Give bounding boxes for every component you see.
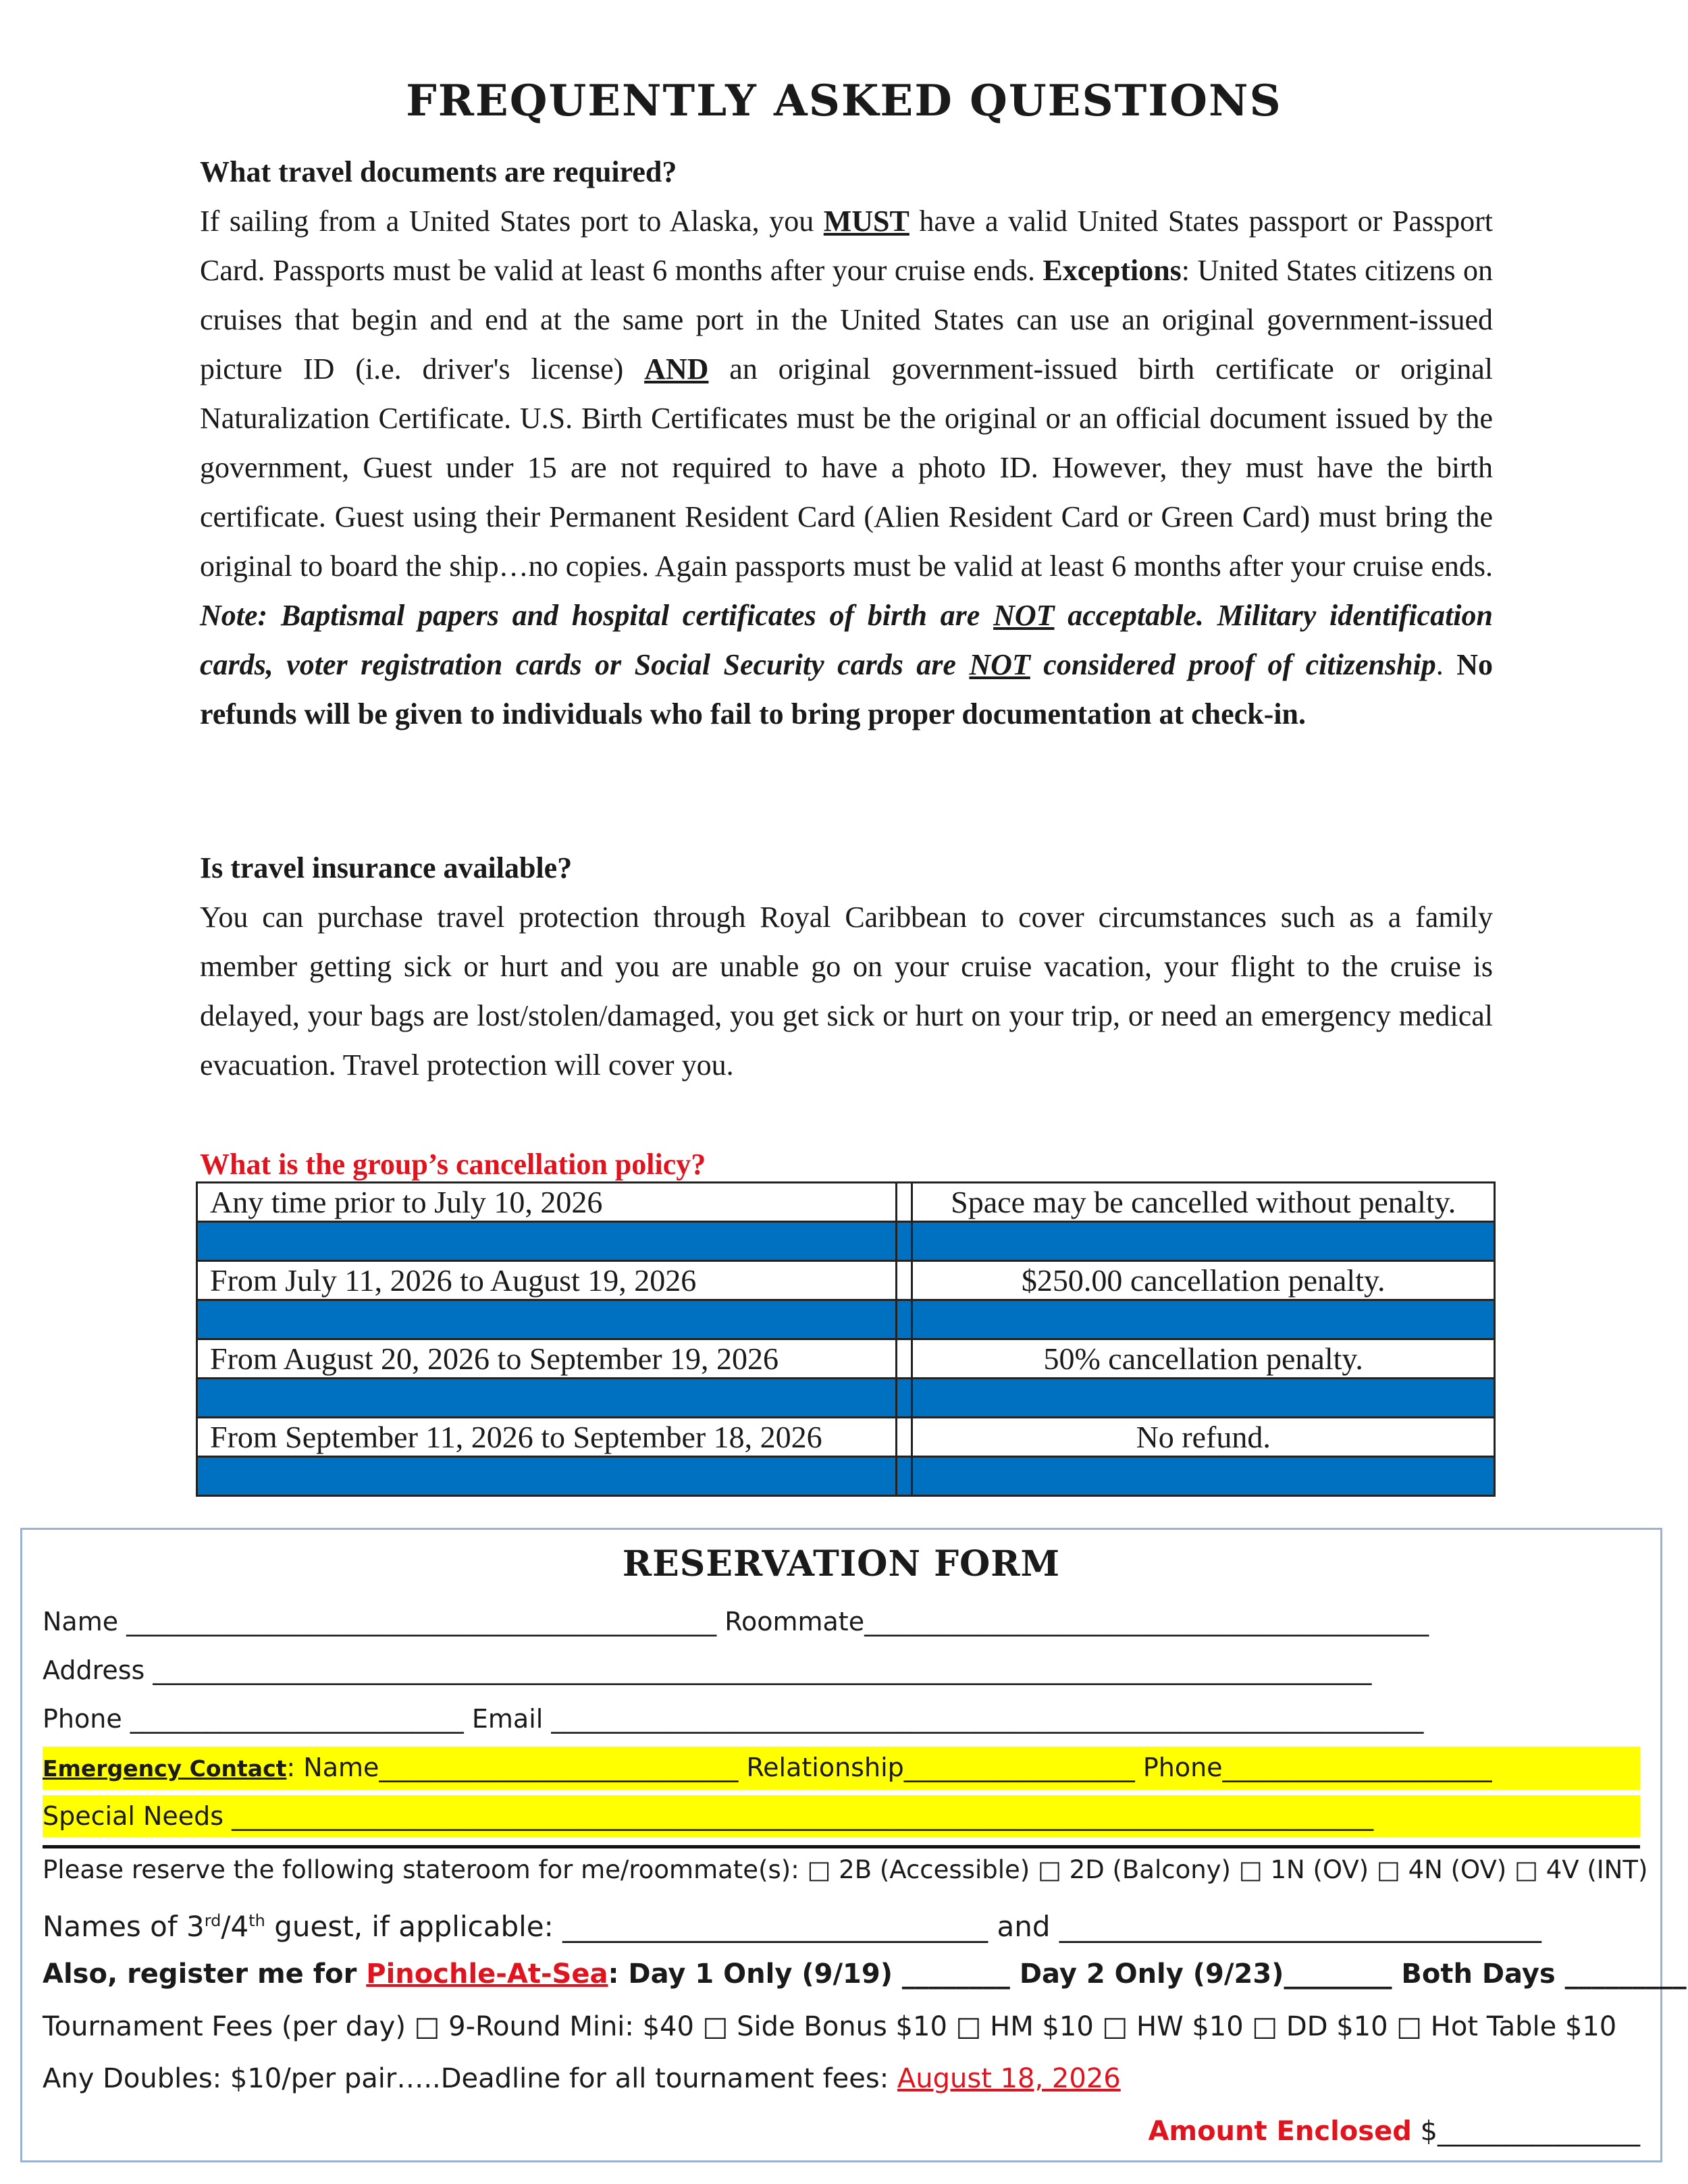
faq-answer: If sailing from a United States port to Alaska, you MUST have a valid United States passport or Passport Card. Passports must be valid at least 6 months after your cruise ends. Exceptions: United States citizens on cruises that begin and end at the same port in the United States can use an original government-issued picture ID (i.e. driver's license) AND an original government-issued birth certificate or original Naturalization Certificate. U.S. Birth Certificates must be the original or an official document issued by the government, Guest under 15 are not required to have a photo ID. However, they must have the birth certificate. Guest using their Permanent Resident Card (Alien Resident Card or Green Card) must bring the original to board the ship…no copies. Again passports must be valid at least 6 months after your cruise ends. Note: Baptismal papers and hospital certificates of birth are NOT acceptable. Military identification cards, voter registration cards or Social Security cards are NOT considered proof of citizenship. No refunds will be given to individuals who fail to bring proper documentation at check-in.: [200, 205, 1494, 730]
period-cell: From September 11, 2026 to September 18, 2026: [197, 1418, 897, 1457]
guest-names-row[interactable]: Names of 3rd/4th guest, if applicable: ______________________________ and __________________________________: [43, 1910, 1541, 1943]
penalty-cell: $250.00 cancellation penalty.: [912, 1261, 1495, 1300]
email-field[interactable]: Email ____________________________________________________________________: [471, 1704, 1424, 1734]
doubles-deadline: Any Doubles: $10/per pair…..Deadline for all tournament fees: August 18, 2026: [43, 2063, 1121, 2094]
period-cell: Any time prior to July 10, 2026: [197, 1183, 897, 1222]
faq-travel-insurance: [200, 843, 1493, 1090]
period-cell: From August 20, 2026 to September 19, 2026: [197, 1339, 897, 1379]
faq-answer: You can purchase travel protection through Royal Caribbean to cover circumstances such as a family member getting sick or hurt and you are unable go on your cruise vacation, your flight to the cruise is delayed, your bags are lost/stolen/damaged, you get sick or hurt on your trip, or need an emergency medical evacuation. Travel protection will cover you.: [200, 901, 1493, 1082]
penalty-cell: No refund.: [912, 1418, 1495, 1457]
page-title: FREQUENTLY ASKED QUESTIONS: [406, 76, 1282, 126]
contact-row: [43, 1698, 1640, 1740]
table-row: [197, 1339, 1495, 1379]
special-needs-field[interactable]: Special Needs _________________________________________________________________________________________: [43, 1795, 1640, 1837]
divider: [43, 1845, 1640, 1848]
table-row: [197, 1261, 1495, 1300]
address-field[interactable]: Address _______________________________________________________________________________________________: [43, 1655, 1372, 1685]
penalty-cell: 50% cancellation penalty.: [912, 1339, 1495, 1379]
stateroom-options[interactable]: Please reserve the following stateroom for me/roommate(s): □ 2B (Accessible) □ 2D (Balcony) □ 1N (OV) □ 4N (OV) □ 4V (INT): [43, 1855, 1648, 1884]
faq-question: Is travel insurance available?: [200, 851, 573, 884]
roommate-field[interactable]: Roommate____________________________________________: [724, 1607, 1429, 1636]
form-title: RESERVATION FORM: [622, 1543, 1061, 1584]
reservation-form: [20, 1528, 1687, 2162]
table-row: [197, 1183, 1495, 1222]
name-row: [43, 1601, 1640, 1643]
tournament-fees[interactable]: Tournament Fees (per day) □ 9-Round Mini: $40 □ Side Bonus $10 □ HM $10 □ HW $10 □ DD $10 □ Hot Table $10: [43, 2011, 1617, 2042]
emergency-contact-row[interactable]: Emergency Contact: Name____________________________ Relationship__________________ Phone_____________________: [43, 1747, 1640, 1790]
penalty-cell: Space may be cancelled without penalty.: [912, 1183, 1495, 1222]
period-cell: From July 11, 2026 to August 19, 2026: [197, 1261, 897, 1300]
faq-travel-documents: [200, 147, 1493, 739]
name-field[interactable]: Name ______________________________________________: [43, 1607, 717, 1636]
table-row: [197, 1418, 1495, 1457]
faq-question: What travel documents are required?: [200, 155, 677, 188]
pinochle-registration[interactable]: Also, register me for Pinochle-At-Sea: Day 1 Only (9/19) ________ Day 2 Only (9/23)________ Both Days _________: [43, 1959, 1687, 1990]
cancellation-table: [196, 1181, 1496, 1497]
phone-field[interactable]: Phone __________________________: [43, 1704, 464, 1734]
faq-question: What is the group’s cancellation policy?: [200, 1148, 706, 1181]
amount-enclosed[interactable]: Amount Enclosed $_______________: [1148, 2116, 1640, 2147]
